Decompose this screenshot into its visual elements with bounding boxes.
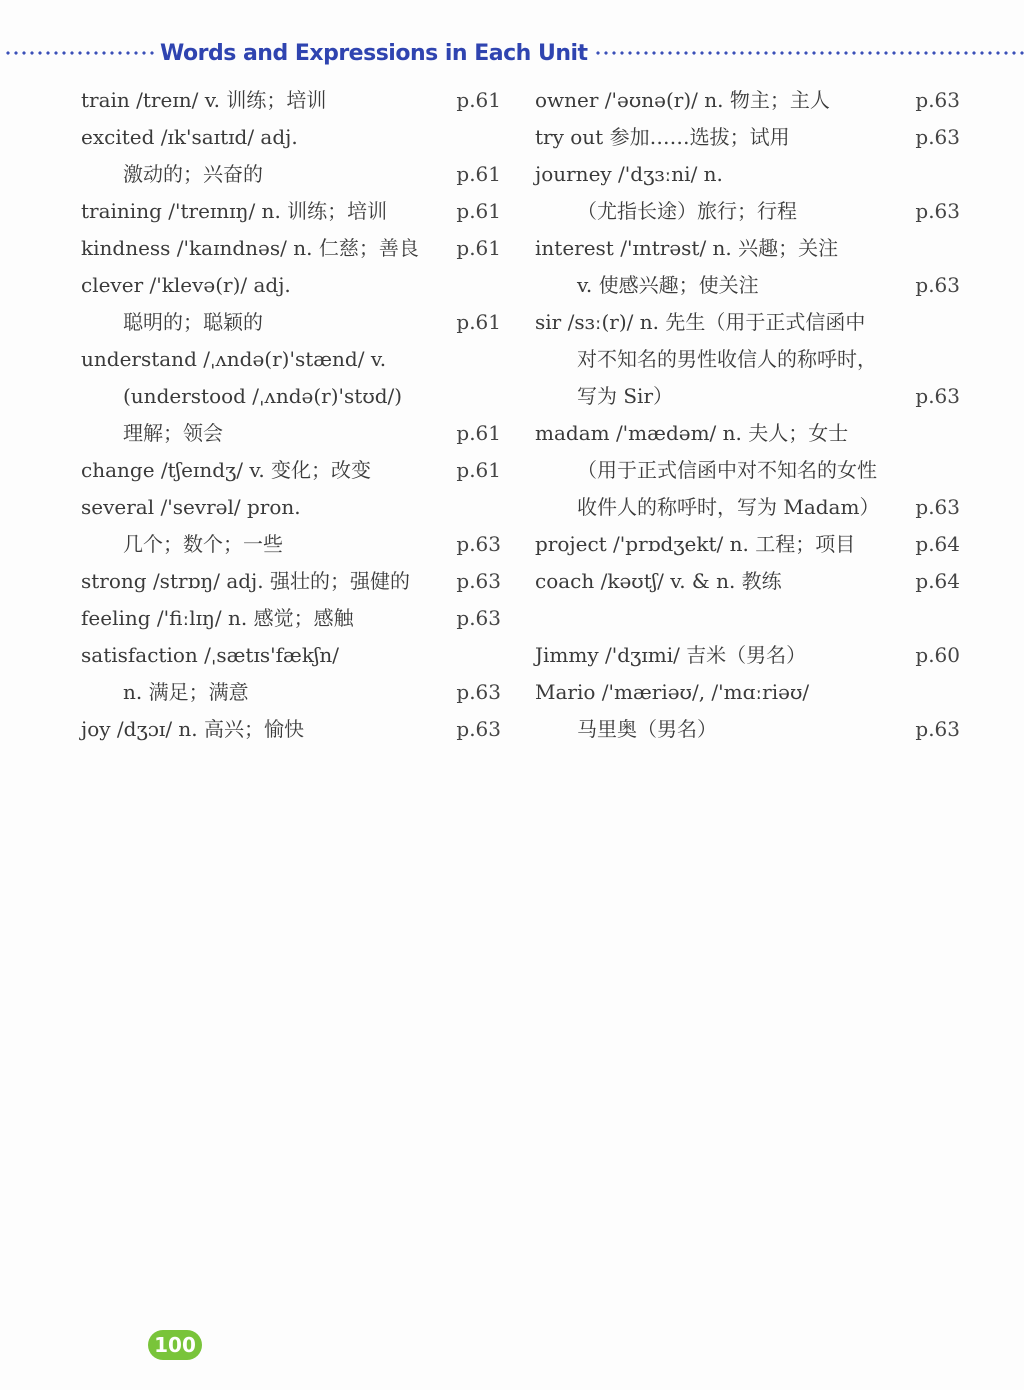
page-ref: p.64	[915, 569, 960, 593]
vocab-row	[81, 341, 501, 378]
vocab-text: madam /'mædəm/ n. 夫人；女士	[535, 421, 849, 445]
vocab-text: coach /kəʊtʃ/ v. & n. 教练	[535, 569, 782, 593]
vocab-row	[535, 489, 960, 526]
page-number-badge	[148, 1330, 202, 1360]
vocab-text: try out 参加……选拔；试用	[535, 125, 790, 149]
vocab-row	[81, 378, 501, 415]
vocab-row	[81, 304, 501, 341]
vocab-row	[535, 230, 960, 267]
vocab-text: 收件人的称呼时，写为 Madam）	[577, 495, 880, 519]
vocab-row	[535, 711, 960, 748]
vocab-row	[81, 193, 501, 230]
vocab-text: excited /ɪk'saɪtɪd/ adj.	[81, 125, 298, 149]
page-ref: p.63	[915, 384, 960, 408]
vocab-text: Jimmy /'dʒɪmi/ 吉米（男名）	[535, 643, 807, 667]
vocab-row	[535, 637, 960, 674]
vocab-text: （尤指长途）旅行；行程	[577, 199, 797, 223]
vocab-text: owner /'əʊnə(r)/ n. 物主；主人	[535, 88, 830, 112]
vocab-text: 激动的；兴奋的	[123, 162, 263, 186]
vocab-text: several /'sevrəl/ pron.	[81, 495, 301, 519]
vocab-row	[535, 415, 960, 452]
vocab-row	[81, 711, 501, 748]
vocab-text: change /tʃeɪndʒ/ v. 变化；改变	[81, 458, 372, 482]
vocab-text: journey /'dʒɜːni/ n.	[535, 162, 723, 186]
vocab-text: Mario /'mæriəʊ/, /'mɑːriəʊ/	[535, 680, 810, 704]
page-ref: p.61	[456, 310, 501, 334]
vocab-text: feeling /'fiːlɪŋ/ n. 感觉；感触	[81, 606, 354, 630]
vocab-row	[81, 600, 501, 637]
vocab-text: train /treɪn/ v. 训练；培训	[81, 88, 327, 112]
vocab-text: 对不知名的男性收信人的称呼时，	[577, 347, 877, 371]
vocab-row	[81, 674, 501, 711]
vocab-row	[535, 378, 960, 415]
vocab-text: (understood /ˌʌndə(r)'stʊd/)	[123, 384, 403, 408]
vocab-text: v. 使感兴趣；使关注	[577, 273, 759, 297]
vocab-text: satisfaction /ˌsætɪs'fækʃn/	[81, 643, 339, 667]
vocab-row	[81, 119, 501, 156]
vocab-row	[535, 563, 960, 600]
page-ref: p.61	[456, 421, 501, 445]
vocab-text: （用于正式信函中对不知名的女性	[577, 458, 877, 482]
vocab-text: 聪明的；聪颖的	[123, 310, 263, 334]
page-ref: p.63	[456, 606, 501, 630]
page-ref: p.60	[915, 643, 960, 667]
vocab-text: 写为 Sir）	[577, 384, 674, 408]
vocab-text: interest /'ɪntrəst/ n. 兴趣；关注	[535, 236, 839, 260]
vocab-row	[81, 82, 501, 119]
vocab-text: understand /ˌʌndə(r)'stænd/ v.	[81, 347, 387, 371]
vocab-row	[81, 267, 501, 304]
page-title: Words and Expressions in Each Unit	[160, 40, 588, 66]
vocab-row	[81, 637, 501, 674]
page-ref: p.63	[456, 569, 501, 593]
vocab-row	[535, 193, 960, 230]
vocab-row	[535, 526, 960, 563]
page-ref: p.63	[456, 680, 501, 704]
left-column	[81, 82, 501, 748]
right-column	[535, 82, 960, 748]
vocab-row	[535, 119, 960, 156]
page-ref: p.63	[915, 495, 960, 519]
vocab-row	[535, 82, 960, 119]
vocab-row	[535, 452, 960, 489]
vocab-row	[81, 563, 501, 600]
page-ref: p.61	[456, 88, 501, 112]
page-header	[0, 38, 1024, 68]
vocab-row	[535, 674, 960, 711]
vocab-row	[81, 156, 501, 193]
vocab-text: 理解；领会	[123, 421, 223, 445]
page-ref: p.63	[915, 199, 960, 223]
vocab-row	[81, 489, 501, 526]
vocab-row	[81, 230, 501, 267]
page-ref: p.61	[456, 458, 501, 482]
page-ref: p.63	[456, 717, 501, 741]
vocab-row	[535, 600, 960, 637]
vocab-text: clever /'klevə(r)/ adj.	[81, 273, 291, 297]
vocab-text: project /'prɒdʒekt/ n. 工程；项目	[535, 532, 856, 556]
vocab-text: joy /dʒɔɪ/ n. 高兴；愉快	[81, 717, 305, 741]
header-dots-right	[594, 51, 1024, 55]
vocab-row	[535, 304, 960, 341]
vocab-row	[81, 526, 501, 563]
vocab-row	[535, 267, 960, 304]
vocab-text: kindness /'kaɪndnəs/ n. 仁慈；善良	[81, 236, 419, 260]
page-ref: p.64	[915, 532, 960, 556]
page-ref: p.61	[456, 162, 501, 186]
vocab-text: training /'treɪnɪŋ/ n. 训练；培训	[81, 199, 388, 223]
page-ref: p.63	[456, 532, 501, 556]
vocab-text: strong /strɒŋ/ adj. 强壮的；强健的	[81, 569, 410, 593]
vocab-row	[81, 415, 501, 452]
vocab-text: n. 满足；满意	[123, 680, 249, 704]
page-number: 100	[154, 1333, 196, 1357]
page-ref: p.63	[915, 88, 960, 112]
page-ref: p.61	[456, 199, 501, 223]
vocab-text: 马里奥（男名）	[577, 717, 717, 741]
page-ref: p.61	[456, 236, 501, 260]
page-ref: p.63	[915, 273, 960, 297]
vocab-text: sir /sɜː(r)/ n. 先生（用于正式信函中	[535, 310, 866, 334]
page-ref: p.63	[915, 125, 960, 149]
page-ref: p.63	[915, 717, 960, 741]
header-dots-left	[4, 51, 154, 55]
vocab-text: 几个；数个；一些	[123, 532, 283, 556]
vocab-row	[81, 452, 501, 489]
vocab-row	[535, 156, 960, 193]
vocab-row	[535, 341, 960, 378]
